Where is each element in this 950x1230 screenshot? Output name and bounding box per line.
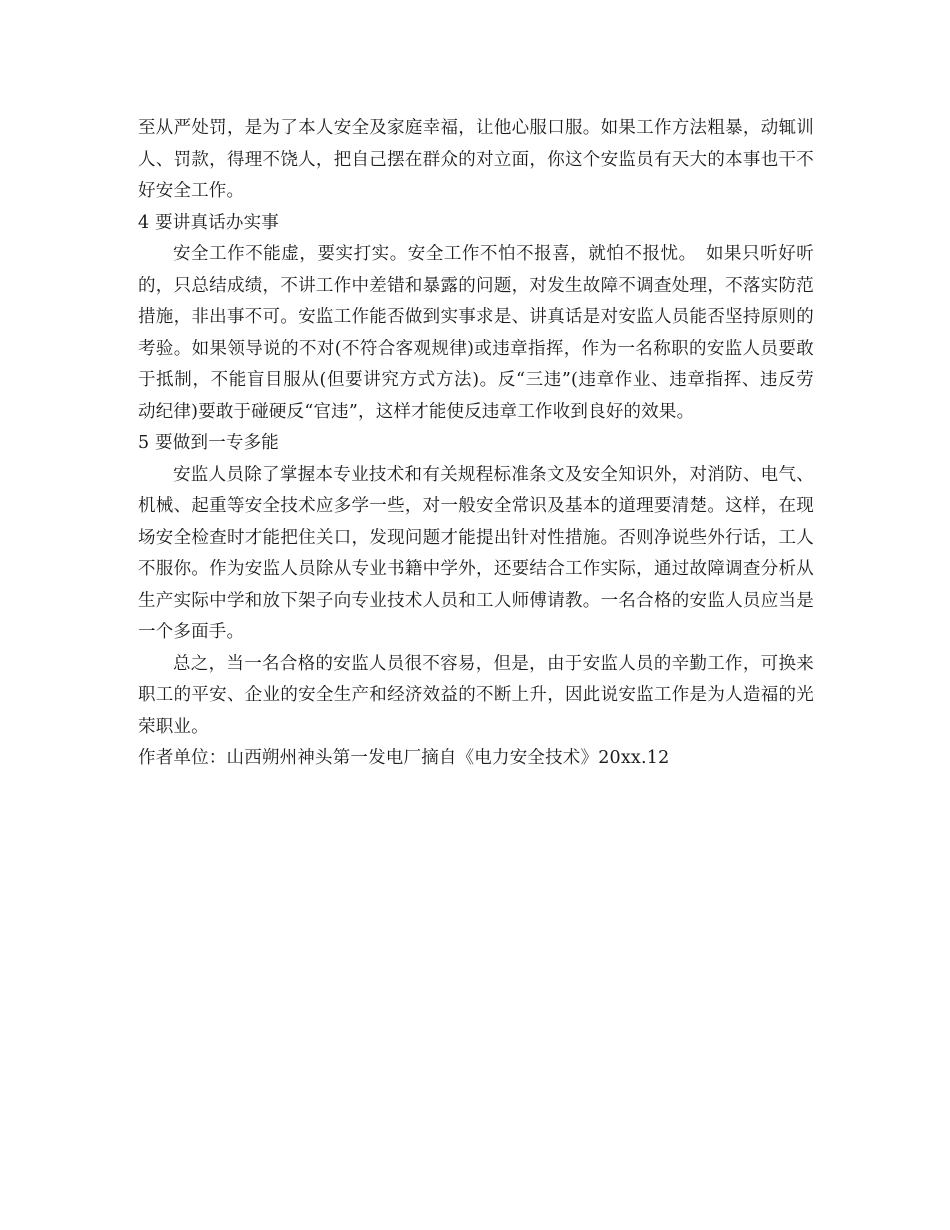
paragraph-versatility: 安监人员除了掌握本专业技术和有关规程标准条文及安全知识外，对消防、电气、机械、起重等安全技术应多学一些，对一般安全常识及基本的道理要清楚。这样，在现场安全检查时才能把住关口，发现问题才能提出针对性措施。否则净说些外行话，工人不服你。作为安监人员除从专业书籍中学外，还要结合工作实际，通过故障调查分析从生产实际中学和放下架子向专业技术人员和工人师傅请教。一名合格的安监人员应当是一个多面手。 [138,464,814,642]
section-heading-5: 5 要做到一专多能 [138,433,279,453]
paragraph-truthful-work: 安全工作不能虚，要实打实。安全工作不怕不报喜，就怕不报忧。 如果只听好听的，只总结成绩，不讲工作中差错和暴露的问题，对发生故障不调查处理，不落实防范措施，非出事不可。安监工作能否做到实事求是、讲真话是对安监人员能否坚持原则的考验。如果领导说的不对(不符合客观规律)或违章指挥，作为一名称职的安监人员要敢于抵制，不能盲目服从(但要讲究方式方法)。反“三违”(违章作业、违章指挥、违反劳动纪律)要敢于碰硬反“官违”，这样才能使反违章工作收到良好的效果。 [138,244,814,422]
paragraph-conclusion: 总之，当一名合格的安监人员很不容易，但是，由于安监人员的辛勤工作，可换来职工的平安、企业的安全生产和经济效益的不断上升，因此说安监工作是为人造福的光荣职业。 [138,653,814,737]
section-heading-4: 4 要讲真话办实事 [138,212,279,233]
author-affiliation: 作者单位：山西朔州神头第一发电厂摘自《电力安全技术》20xx.12 [138,748,670,768]
document-page [138,113,814,775]
paragraph-continuation: 至从严处罚，是为了本人安全及家庭幸福，让他心服口服。如果工作方法粗暴，动辄训人、罚款，得理不饶人，把自己摆在群众的对立面，你这个安监员有天大的本事也干不好安全工作。 [138,118,814,201]
